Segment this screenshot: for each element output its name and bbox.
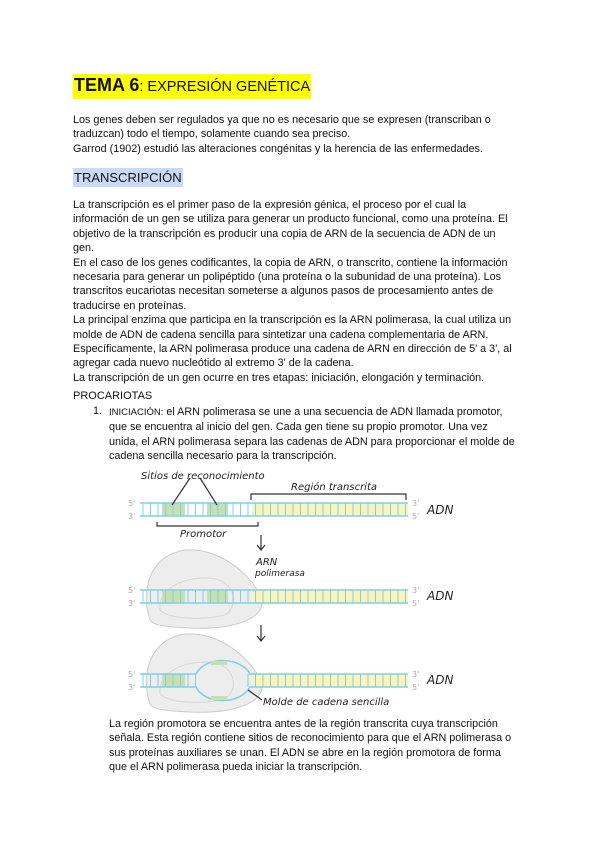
- promoter-bracket: [157, 522, 258, 526]
- list-number: 1.: [93, 405, 103, 417]
- five-prime-label: 5': [412, 512, 420, 521]
- arrow-down-icon: [257, 535, 265, 550]
- text-line: necesaria para generar un polipéptido (una proteína o la subunidad de una proteína). Los: [73, 271, 501, 284]
- arrow-down-icon: [257, 625, 265, 641]
- label-region: Región transcrita: [291, 482, 378, 493]
- text-line: La transcripción de un gen ocurre en tres etapas: iniciación, elongación y terminación.: [73, 371, 485, 384]
- text-line: Garrod (1902) estudió las alteraciones congénitas y la herencia de las enfermedades.: [73, 142, 483, 155]
- text-line: información de un gen se utiliza para generar un producto funcional, como una proteína. El: [73, 213, 508, 226]
- transcribed-bracket: [251, 494, 406, 500]
- text-line: que se encuentra al inicio del gen. Cada gen tiene su propio promotor. Una vez: [109, 421, 488, 434]
- label-promoter: Promotor: [180, 529, 227, 540]
- text-line: traducirse en proteínas.: [73, 299, 187, 312]
- rna-polymerase: [146, 550, 262, 628]
- text-line: agregar cada nuevo nucleótido al extremo 3' de la cadena.: [73, 357, 354, 370]
- text-line: objetivo de la transcripción es producir una copia de ARN de la secuencia de ADN de un: [73, 227, 496, 240]
- five-prime-label: 5': [412, 683, 420, 692]
- text-line: gen.: [73, 242, 95, 255]
- text-line: La principal enzima que participa en la transcripción es la ARN polimerasa, la cual utiliza un: [73, 314, 512, 327]
- five-prime-label: 5': [128, 670, 136, 679]
- title-rest: : EXPRESIÓN GENÉTICA: [139, 79, 311, 95]
- rna-polymerase: [146, 634, 262, 712]
- text-line: molde de ADN de cadena sencilla para sintetizar una cadena complementaria de ARN.: [73, 328, 489, 341]
- text-line: Los genes deben ser regulados ya que no es necesario que se expresen (transcriban o: [73, 114, 491, 126]
- three-prime-label: 3': [128, 683, 136, 692]
- text-line: transcritos eucariotas necesitan someterse a algunos pasos de procesamiento antes de: [73, 285, 494, 298]
- label-dna: ADN: [427, 503, 454, 517]
- five-prime-label: 5': [128, 586, 136, 595]
- text-line: traduzcan) todo el tiempo, solamente cuando sea preciso.: [73, 128, 351, 141]
- section-heading: TRANSCRIPCIÓN: [74, 170, 182, 185]
- label-dna: ADN: [427, 673, 454, 687]
- label-polymerase: ARN: [256, 557, 278, 568]
- bottom-paragraph: [109, 717, 511, 775]
- text-line: señala. Esta región contiene sitios de reconocimiento para que el ARN polimerasa o: [109, 732, 512, 745]
- three-prime-label: 3': [128, 512, 136, 521]
- three-prime-label: 3': [412, 670, 420, 679]
- text-line: Específicamente, la ARN polimerasa produce una cadena de ARN en dirección de 5' a 3', al: [73, 343, 512, 356]
- list-label: INICIACIÓN:: [109, 407, 164, 418]
- text-line: La transcripción es el primer paso de la expresión génica, el proceso por el cual la: [73, 199, 467, 211]
- label-polymerase: polimerasa: [255, 569, 305, 579]
- text-line: que el ARN polimerasa pueda iniciar la transcripción.: [109, 761, 363, 774]
- title-bold: TEMA 6: [74, 75, 140, 95]
- text-line: unida, el ARN polimerasa separa las cadenas de ADN para proporcionar el molde de: [109, 435, 515, 448]
- sites-pointer: [172, 478, 217, 505]
- text-line: En el caso de los genes codificantes, la copia de ARN, o transcrito, contiene la información: [73, 256, 508, 269]
- five-prime-label: 5': [128, 499, 136, 508]
- label-dna: ADN: [427, 589, 454, 603]
- three-prime-label: 3': [412, 586, 420, 595]
- text-line: sus proteínas auxiliares se unan. El ADN se abre en la región promotora de forma: [109, 746, 501, 759]
- text-line: el ARN polimerasa se une a una secuencia de ADN llamada promotor,: [163, 406, 503, 418]
- five-prime-label: 5': [412, 599, 420, 608]
- subheading: PROCARIOTAS: [73, 390, 153, 402]
- text-line: cadena sencilla necesario para la transcripción.: [109, 450, 337, 463]
- dna-segment: [211, 696, 227, 700]
- text-line: La región promotora se encuentra antes de la región transcrita cuya transcripción: [109, 718, 498, 730]
- dna-segment: [211, 661, 227, 665]
- three-prime-label: 3': [128, 599, 136, 608]
- label-sites: Sitios de reconocimiento: [141, 471, 265, 482]
- label-template: Molde de cadena sencilla: [263, 697, 390, 708]
- three-prime-label: 3': [412, 499, 420, 508]
